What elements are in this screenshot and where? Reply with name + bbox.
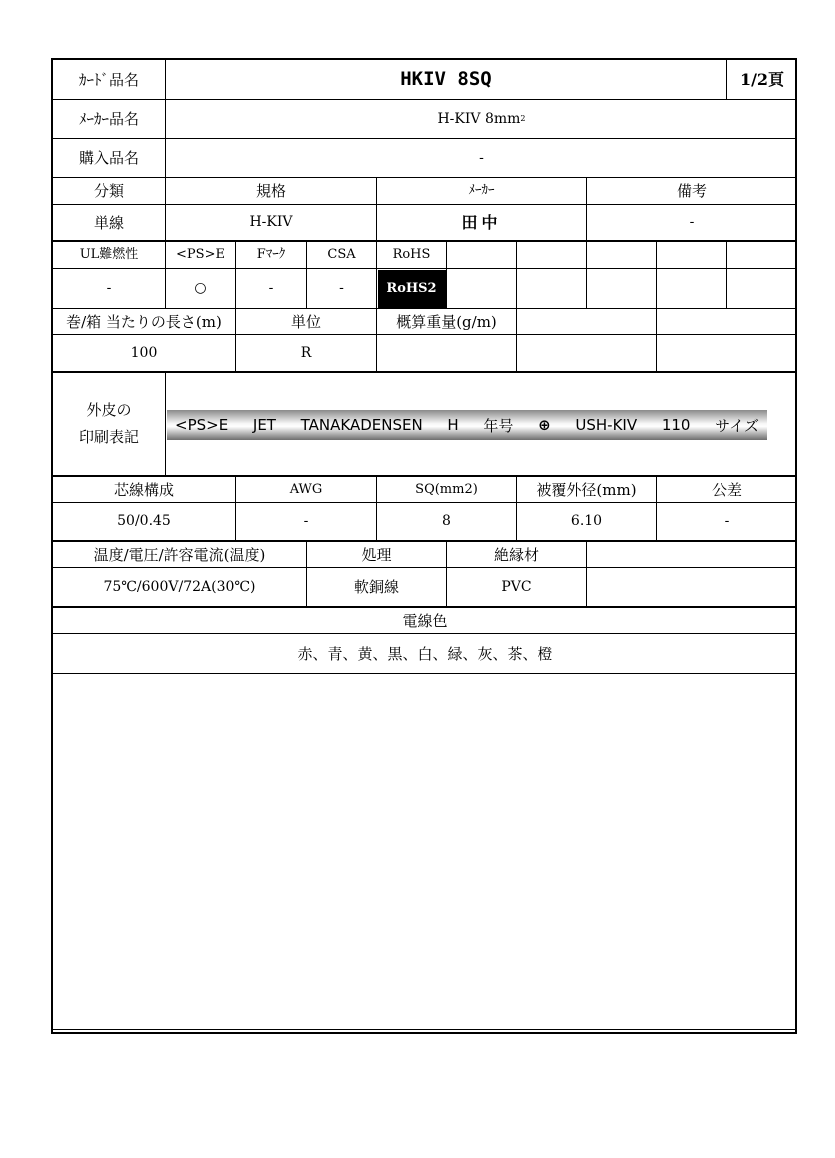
print-token: JET xyxy=(252,416,276,434)
tolerance-header: 公差 xyxy=(657,477,797,503)
pse-value: ○ xyxy=(166,269,236,309)
outer-diameter-header: 被覆外径(mm) xyxy=(517,477,657,503)
standards-blank-header-1 xyxy=(447,242,517,269)
length-blank-value-2 xyxy=(657,335,797,373)
csa-header: CSA xyxy=(307,242,377,269)
classification-header-maker: ﾒｰｶｰ xyxy=(377,178,587,205)
standards-blank-header-2 xyxy=(517,242,587,269)
sq-value: 8 xyxy=(377,503,517,542)
classification-header-remarks: 備考 xyxy=(587,178,797,205)
print-label-line1: 外皮の xyxy=(86,401,132,419)
insulation-value: PVC xyxy=(447,568,587,608)
rohs-cell xyxy=(377,269,447,309)
standards-blank-value-4 xyxy=(657,269,727,309)
sq-header: SQ(mm2) xyxy=(377,477,517,503)
ul-value: - xyxy=(53,269,166,309)
standards-blank-value-3 xyxy=(587,269,657,309)
rohs-header: RoHS xyxy=(377,242,447,269)
treatment-header: 処理 xyxy=(307,542,447,568)
maker-part-text: H-KIV 8mm xyxy=(437,110,521,127)
rating-header: 温度/電圧/許容電流(温度) xyxy=(53,542,307,568)
classification-header-standard: 規格 xyxy=(166,178,377,205)
page-number: 1/2頁 xyxy=(727,60,797,100)
f-mark-header: Fﾏｰｸ xyxy=(236,242,307,269)
standards-blank-value-5 xyxy=(727,269,797,309)
print-token: 年号 xyxy=(483,416,514,435)
wire-color-value: 赤、青、黄、黒、白、緑、灰、茶、橙 xyxy=(53,634,797,674)
weight-value xyxy=(377,335,517,373)
maker-part-superscript: 2 xyxy=(520,114,526,124)
ul-header: UL難燃性 xyxy=(53,242,166,269)
print-token: <PS>E xyxy=(175,416,229,434)
strand-header: 芯線構成 xyxy=(53,477,236,503)
maker-part-label: ﾒｰｶｰ品名 xyxy=(53,100,166,139)
standards-blank-header-3 xyxy=(587,242,657,269)
print-token: H xyxy=(447,416,459,434)
classification-category: 単線 xyxy=(53,205,166,242)
length-blank-header-2 xyxy=(657,309,797,335)
outer-diameter-value: 6.10 xyxy=(517,503,657,542)
classification-remarks: - xyxy=(587,205,797,242)
length-value: 100 xyxy=(53,335,236,373)
unit-header: 単位 xyxy=(236,309,377,335)
page-title: HKIV 8SQ xyxy=(166,60,727,100)
purchase-value: - xyxy=(166,139,797,178)
cable-print-bar xyxy=(167,410,767,440)
length-blank-value-1 xyxy=(517,335,657,373)
print-token: 110 xyxy=(661,416,691,434)
purchase-label: 購入品名 xyxy=(53,139,166,178)
print-label xyxy=(53,373,166,477)
print-token: ⊕ xyxy=(538,416,551,434)
awg-value: - xyxy=(236,503,377,542)
length-blank-header-1 xyxy=(517,309,657,335)
length-header: 巻/箱 当たりの長さ(m) xyxy=(53,309,236,335)
spec-sheet xyxy=(51,58,797,1034)
treatment-value: 軟銅線 xyxy=(307,568,447,608)
rating-blank-value xyxy=(587,568,797,608)
awg-header: AWG xyxy=(236,477,377,503)
standards-blank-header-5 xyxy=(727,242,797,269)
standards-blank-value-2 xyxy=(517,269,587,309)
card-name-label: ｶｰﾄﾞ品名 xyxy=(53,60,166,100)
rating-value: 75℃/600V/72A(30℃) xyxy=(53,568,307,608)
classification-maker: 田中 xyxy=(377,205,587,242)
csa-value: - xyxy=(307,269,377,309)
bottom-double-rule xyxy=(53,1029,795,1030)
print-token: TANAKADENSEN xyxy=(300,416,423,434)
print-token: サイズ xyxy=(715,416,759,435)
insulation-header: 絶縁材 xyxy=(447,542,587,568)
wire-color-header: 電線色 xyxy=(53,608,797,634)
rohs-badge: RoHS2 xyxy=(378,270,446,308)
rating-blank-header xyxy=(587,542,797,568)
classification-standard: H-KIV xyxy=(166,205,377,242)
strand-value: 50/0.45 xyxy=(53,503,236,542)
classification-header-category: 分類 xyxy=(53,178,166,205)
print-token: USH-KIV xyxy=(575,416,638,434)
f-mark-value: - xyxy=(236,269,307,309)
unit-value: R xyxy=(236,335,377,373)
print-label-line2: 印刷表記 xyxy=(78,428,139,446)
tolerance-value: - xyxy=(657,503,797,542)
maker-part-value xyxy=(166,100,797,139)
standards-blank-header-4 xyxy=(657,242,727,269)
weight-header: 概算重量(g/m) xyxy=(377,309,517,335)
pse-header: <PS>E xyxy=(166,242,236,269)
standards-blank-value-1 xyxy=(447,269,517,309)
